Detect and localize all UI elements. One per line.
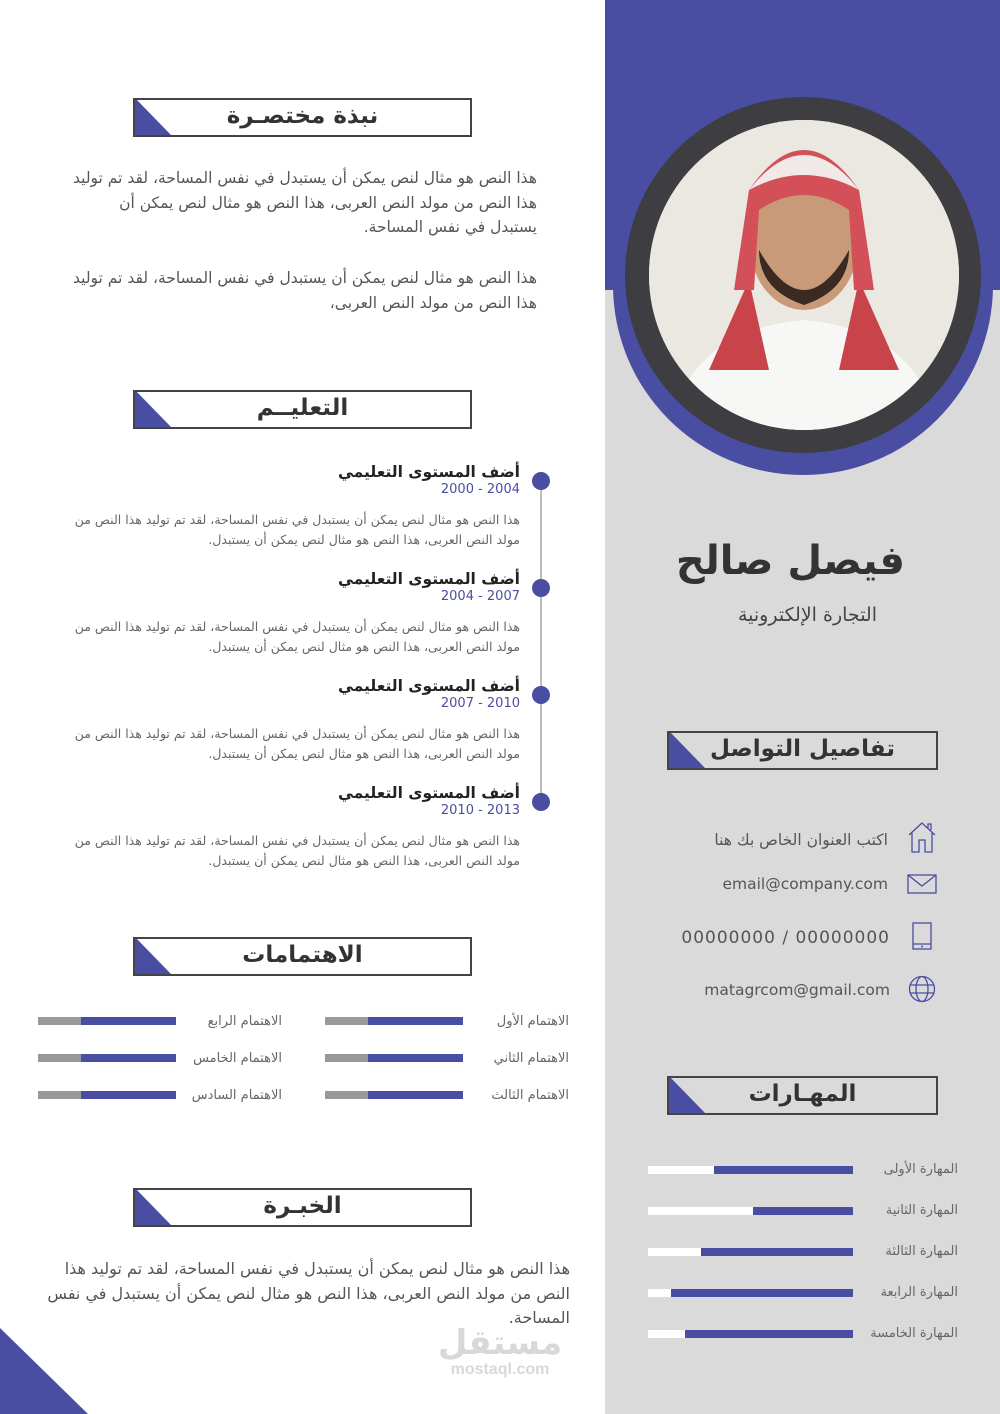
education-description: هذا النص هو مثال لنص يمكن أن يستبدل في نفس المساحة، لقد تم توليد هذا النص من مولد النص العربى، هذا النص هو مثال لنص يمكن أن يستبدل. (74, 833, 520, 868)
education-description: هذا النص هو مثال لنص يمكن أن يستبدل في نفس المساحة، لقد تم توليد هذا النص من مولد النص العربى، هذا النص هو مثال لنص يمكن أن يستبدل. (74, 512, 520, 547)
interest-bar (325, 1091, 463, 1099)
timeline-line (540, 481, 542, 803)
interest-bar-fill (81, 1017, 176, 1025)
contact-web[interactable]: matagrcom@gmail.com (704, 981, 890, 999)
about-paragraph-1: هذا النص هو مثال لنص يمكن أن يستبدل في نفس المساحة، لقد تم توليد هذا النص من مولد النص العربى، هذا النص هو مثال لنص يمكن أن يستبدل في نفس المساحة. (73, 169, 537, 236)
interests-section-header (133, 937, 472, 976)
interest-label: الاهتمام السادس (191, 1088, 282, 1103)
education-date: 2010 - 2013 (440, 803, 520, 818)
home-icon (906, 820, 938, 854)
skill-bar-fill (753, 1207, 853, 1215)
timeline-dot (532, 793, 550, 811)
section-title: المهـارات (748, 1081, 857, 1107)
interest-bar-fill (368, 1054, 463, 1062)
interest-label: الاهتمام الخامس (193, 1051, 282, 1066)
education-title: أضف المستوى التعليمي (337, 677, 520, 695)
skill-bar-fill (671, 1289, 853, 1297)
about-section-header (133, 98, 472, 137)
skill-bar (648, 1289, 853, 1297)
interest-label: الاهتمام الثاني (493, 1051, 569, 1066)
skill-label: المهارة الرابعة (880, 1285, 958, 1300)
contact-address: اكتب العنوان الخاص بك هنا (714, 831, 888, 849)
section-title: تفاصيل التواصل (710, 736, 895, 762)
interest-bar (325, 1017, 463, 1025)
contact-email[interactable]: email@company.com (722, 875, 888, 893)
skill-label: المهارة الخامسة (870, 1326, 958, 1341)
education-title: أضف المستوى التعليمي (337, 570, 520, 588)
interest-bar (325, 1054, 463, 1062)
education-description: هذا النص هو مثال لنص يمكن أن يستبدل في نفس المساحة، لقد تم توليد هذا النص من مولد النص العربى، هذا النص هو مثال لنص يمكن أن يستبدل. (74, 726, 520, 761)
education-date: 2007 - 2010 (440, 696, 520, 711)
globe-icon (908, 975, 936, 1003)
experience-text: هذا النص هو مثال لنص يمكن أن يستبدل في نفس المساحة، لقد تم توليد هذا النص من مولد النص العربى، هذا النص هو مثال لنص يمكن أن يستبدل في نفس المساحة. (47, 1259, 570, 1327)
timeline-dot (532, 686, 550, 704)
contact-phone: 00000000 / 00000000 (681, 928, 890, 948)
interest-bar (38, 1017, 176, 1025)
interest-bar (38, 1091, 176, 1099)
section-title: الخبـرة (263, 1193, 342, 1219)
interest-label: الاهتمام الأول (496, 1014, 569, 1029)
section-title: نبذة مختصـرة (226, 103, 379, 129)
section-title: الاهتمامات (242, 942, 363, 968)
timeline-dot (532, 579, 550, 597)
skill-bar-fill (714, 1166, 853, 1174)
education-section-header (133, 390, 472, 429)
skill-label: المهارة الثالثة (885, 1244, 958, 1259)
skill-bar-fill (685, 1330, 853, 1338)
skill-bar-fill (701, 1248, 853, 1256)
skill-bar (648, 1166, 853, 1174)
profile-photo (649, 120, 959, 430)
skill-bar (648, 1248, 853, 1256)
interest-label: الاهتمام الرابع (207, 1014, 282, 1029)
interest-bar-fill (368, 1091, 463, 1099)
skill-label: المهارة الأولى (883, 1162, 958, 1177)
education-date: 2004 - 2007 (440, 589, 520, 604)
interest-bar (38, 1054, 176, 1062)
profile-title: التجارة الإلكترونية (737, 604, 877, 626)
experience-section-header (133, 1188, 472, 1227)
interest-bar-fill (81, 1054, 176, 1062)
skill-bar (648, 1330, 853, 1338)
skills-section-header (667, 1076, 938, 1115)
skill-label: المهارة الثانية (885, 1203, 958, 1218)
interest-label: الاهتمام الثالث (491, 1088, 569, 1103)
education-date: 2000 - 2004 (440, 482, 520, 497)
profile-name: فيصل صالح (675, 538, 905, 584)
corner-decoration (0, 1328, 88, 1414)
phone-icon (912, 922, 932, 950)
section-title: التعليــم (256, 395, 349, 421)
about-paragraph-2: هذا النص هو مثال لنص يمكن أن يستبدل في نفس المساحة، لقد تم توليد هذا النص من مولد النص العربى، (73, 269, 537, 312)
education-description: هذا النص هو مثال لنص يمكن أن يستبدل في نفس المساحة، لقد تم توليد هذا النص من مولد النص العربى، هذا النص هو مثال لنص يمكن أن يستبدل. (74, 619, 520, 654)
mail-icon (907, 874, 937, 894)
interest-bar-fill (368, 1017, 463, 1025)
education-title: أضف المستوى التعليمي (337, 784, 520, 802)
interest-bar-fill (81, 1091, 176, 1099)
timeline-dot (532, 472, 550, 490)
contact-section-header (667, 731, 938, 770)
education-title: أضف المستوى التعليمي (337, 463, 520, 481)
sidebar (605, 0, 1000, 1414)
skill-bar (648, 1207, 853, 1215)
watermark-logo: مستقل mostaql.com (437, 1323, 563, 1378)
